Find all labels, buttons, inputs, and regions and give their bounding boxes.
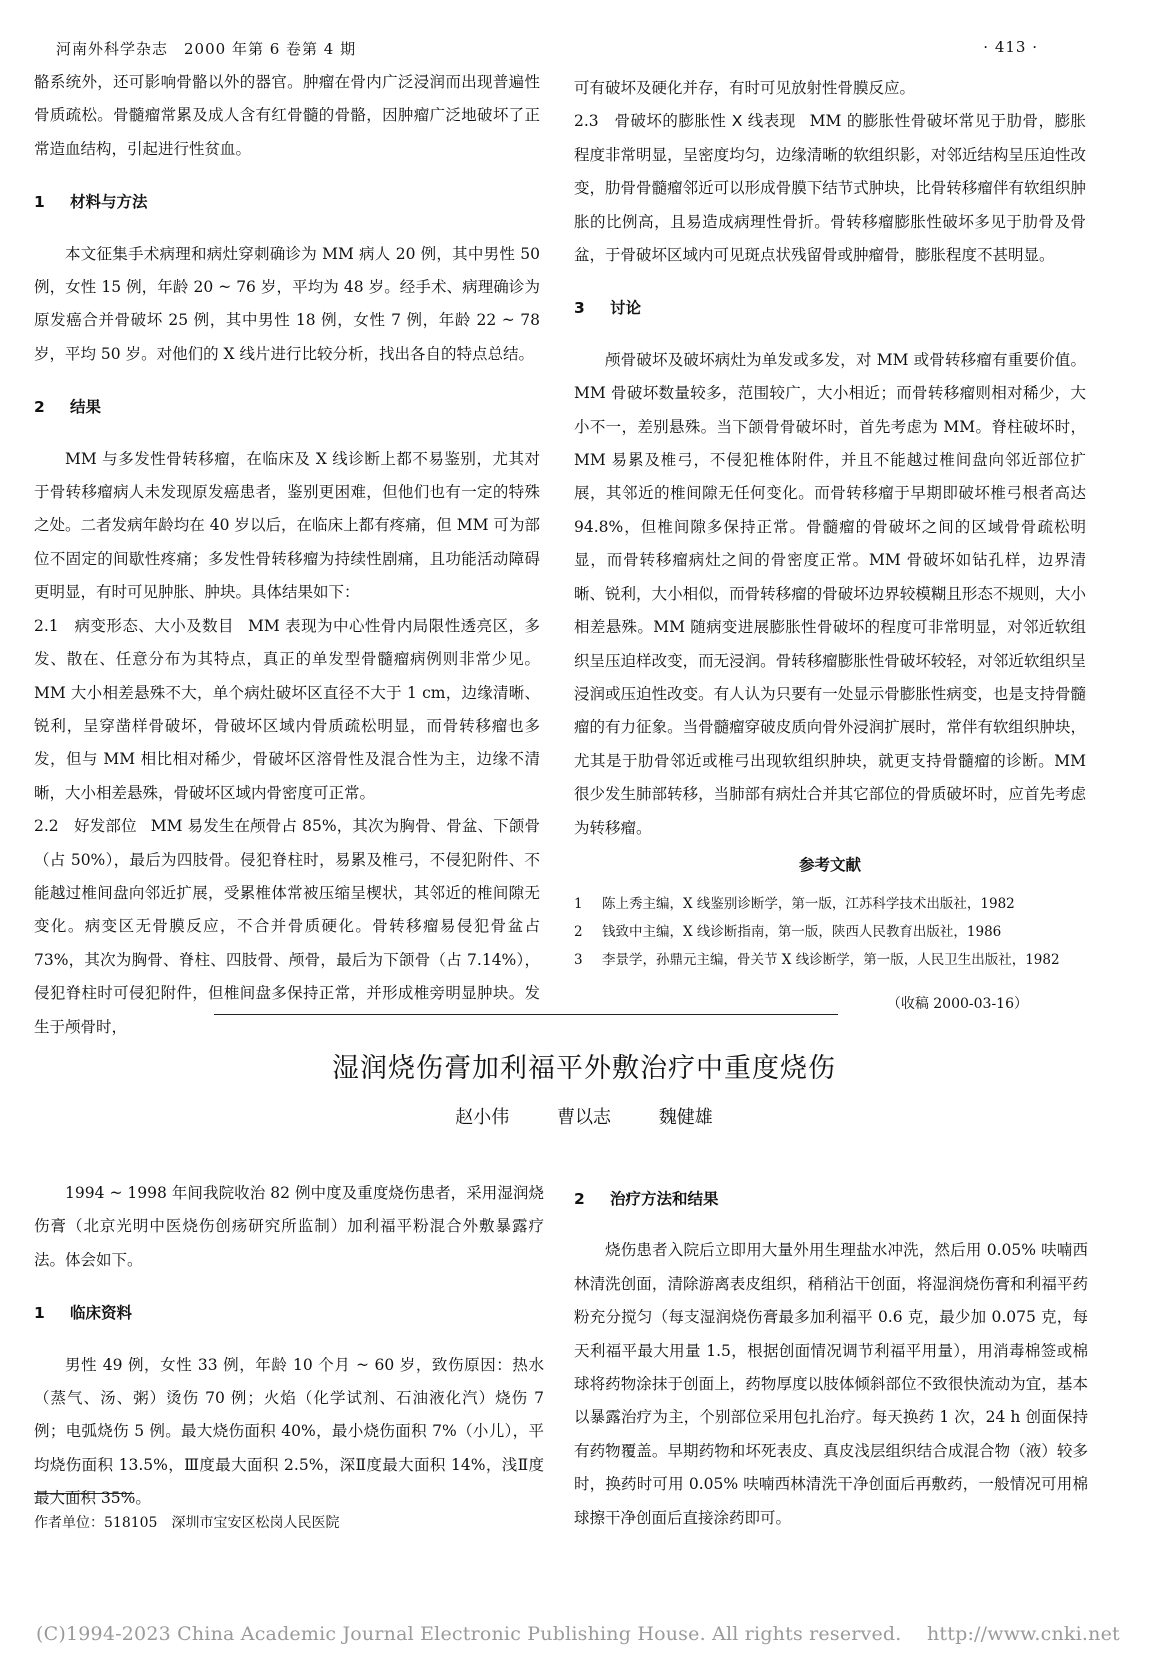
section-number: 2: [574, 1190, 585, 1208]
section-heading: [34, 391, 540, 424]
subsection-paragraph: [574, 105, 1086, 272]
section-title: 结果: [70, 398, 102, 417]
article-divider: [214, 1014, 838, 1015]
paragraph: 骼系统外，还可影响骨骼以外的器官。肿瘤在骨内广泛浸润而出现普遍性骨质疏松。骨髓瘤常累及成人含有红骨髓的骨骼，因肿瘤广泛地破坏了正常造血结构，引起进行性贫血。: [34, 73, 540, 158]
paragraph: 烧伤患者入院后立即用大量外用生理盐水冲洗，然后用 0.05% 呋喃西林清洗创面，清除游离表皮组织，稍稍沾干创面，将湿润烧伤膏和利福平药粉充分搅匀（每支湿润烧伤膏最多加利福平 0.6 克，最少加 0.075 克，每天利福平最大用量 1.5，根据创面情况调节利福平用量），用消毒棉签或棉球将药物涂抹于创面上，药物厚度以肢体倾斜部位不致很快流动为宜，基本以暴露治疗为主，个别部位采用包扎治疗。每天换药 1 次，24 h 创面保持有药物覆盖。早期药物和坏死表皮、真皮浅层组织结合成混合物（液）较多时，换药时可用 0.05% 呋喃西林清洗干净创面后再敷药，一般情况可用棉球擦干净创面后直接涂药即可。: [574, 1241, 1088, 1527]
reference-number: 3: [574, 952, 583, 969]
copyright-watermark: (C)1994-2023 China Academic Journal Electronic Publishing House. All rights reserved. http://www.cnki.net: [36, 1623, 1120, 1645]
section-heading: [34, 1297, 544, 1330]
section-title: 材料与方法: [70, 193, 148, 212]
subsection-number: 2.3: [574, 112, 599, 131]
section-number: 3: [574, 299, 585, 318]
subsection-title: 好发部位: [74, 817, 137, 836]
paragraph: MM 与多发性骨转移瘤，在临床及 X 线诊断上都不易鉴别，尤其对于骨转移瘤病人未发现原发癌患者，鉴别更困难，但他们也有一定的特殊之处。二者发病年龄均在 40 岁以后，在临床上都有疼痛，但 MM 可为部位不固定的间歇性疼痛；多发性骨转移瘤为持续性剧痛，且功能活动障碍更明显，有时可见肿胀、肿块。具体结果如下：: [34, 449, 540, 602]
article2-left-column: [34, 1177, 544, 1516]
reference-item: [574, 890, 1086, 918]
author-affiliation-footnote: 作者单位：518105 深圳市宝安区松岗人民医院: [34, 1515, 340, 1531]
article2-right-column: [574, 1183, 1088, 1535]
section-number: 1: [34, 1304, 45, 1323]
reference-text: 陈上秀主编，X 线鉴别诊断学，第一版，江苏科学技术出版社，1982: [602, 896, 1015, 913]
references-heading: 参考文献: [798, 855, 861, 874]
subsection-paragraph: [34, 610, 540, 810]
section-title: 治疗方法和结果: [610, 1190, 719, 1208]
footnote-rule: [34, 1493, 134, 1494]
reference-number: 1: [574, 896, 583, 913]
reference-item: [574, 946, 1086, 974]
subsection-title: 骨破坏的膨胀性 X 线表现: [614, 112, 796, 131]
paragraph: 可有破坏及硬化并存，有时可见放射性骨膜反应。: [574, 79, 916, 97]
article1-left-column: [34, 66, 540, 1044]
reference-number: 2: [574, 924, 583, 941]
subsection-text: MM 表现为中心性骨内局限性透亮区，多发、散在、任意分布为其特点，真正的单发型骨髓瘤病例则非常少见。MM 大小相差悬殊不大，单个病灶破坏区直径不大于 1 cm，边缘清晰、锐利，呈穿凿样骨破坏，骨破坏区域内骨质疏松明显，而骨转移瘤也多发，但与 MM 相比相对稀少，骨破坏区溶骨性及混合性为主，边缘不清晰，大小相差悬殊，骨破坏区域内骨密度可正常。: [34, 616, 540, 802]
author-list: [0, 1103, 1168, 1129]
paragraph: 男性 49 例，女性 33 例，年龄 10 个月 ~ 60 岁，致伤原因：热水（蒸气、汤、粥）烫伤 70 例；火焰（化学试剂、石油液化汽）烧伤 7 例；电弧烧伤 5 例。最大烧伤面积 40%，最小烧伤面积 7%（小儿），平均烧伤面积 13.5%，Ⅲ度最大面积 2.5%，深Ⅱ度最大面积 14%，浅Ⅱ度最大面积 35%。: [34, 1355, 544, 1508]
running-header-journal: 河南外科学杂志 2000 年第 6 卷第 4 期: [56, 40, 357, 58]
author-name: 赵小伟: [455, 1107, 510, 1128]
article-title: 湿润烧伤膏加利福平外敷治疗中重度烧伤: [332, 1053, 836, 1084]
section-number: 2: [34, 398, 45, 417]
reference-text: 钱致中主编，X 线诊断指南，第一版，陕西人民教育出版社，1986: [602, 924, 1002, 941]
section-number: 1: [34, 193, 45, 212]
author-name: 曹以志: [557, 1107, 611, 1128]
author-name: 魏健雄: [658, 1107, 713, 1128]
paragraph: 颅骨破坏及破坏病灶为单发或多发，对 MM 或骨转移瘤有重要价值。MM 骨破坏数量较多，范围较广，大小相近；而骨转移瘤则相对稀少，大小不一，差别悬殊。当下颌骨骨破坏时，首先考虑为 MM。脊柱破坏时，MM 易累及椎弓，不侵犯椎体附件，并且不能越过椎间盘向邻近部位扩展，其邻近的椎间隙无任何变化。而骨转移瘤于早期即破坏椎弓根者高达 94.8%，但椎间隙多保持正常。骨髓瘤的骨破坏之间的区域骨骨疏松明显，而骨转移瘤病灶之间的骨密度正常。MM 骨破坏如钻孔样，边界清晰、锐利，大小相似，而骨转移瘤的骨破坏边界较模糊且形态不规则，大小相差悬殊。MM 随病变进展膨胀性骨破坏的程度可非常明显，对邻近软组织呈压迫样改变，而无浸润。骨转移瘤膨胀性骨破坏较轻，对邻近软组织呈浸润或压迫性改变。有人认为只要有一处显示骨膨胀性病变，也是支持骨髓瘤的有力征象。当骨髓瘤穿破皮质向骨外浸润扩展时，常伴有软组织肿块，尤其是于肋骨邻近或椎弓出现软组织肿块，就更支持骨髓瘤的诊断。MM 很少发生肺部转移，当肺部有病灶合并其它部位的骨质破坏时，应首先考虑为转移瘤。: [574, 350, 1086, 837]
received-date: （收稿 2000-03-16）: [886, 996, 1028, 1012]
section-heading: [574, 1183, 1088, 1216]
paragraph: 1994 ~ 1998 年间我院收治 82 例中度及重度烧伤患者，采用湿润烧伤膏（北京光明中医烧伤创疡研究所监制）加利福平粉混合外敷暴露疗法。体会如下。: [34, 1184, 544, 1269]
subsection-title: 病变形态、大小及数目: [74, 616, 235, 635]
section-heading: [34, 186, 540, 219]
subsection-number: 2.1: [34, 616, 59, 635]
paragraph: 本文征集手术病理和病灶穿刺确诊为 MM 病人 20 例，其中男性 50 例，女性 15 例，年龄 20 ~ 76 岁，平均为 48 岁。经手术、病理确诊为原发癌合并骨破坏 25 例，其中男性 18 例，女性 7 例，年龄 22 ~ 78 岁，平均 50 岁。对他们的 X 线片进行比较分析，找出各自的特点总结。: [34, 244, 540, 363]
section-title: 讨论: [610, 299, 642, 318]
section-title: 临床资料: [70, 1304, 133, 1323]
reference-text: 李景学，孙鼎元主编，骨关节 X 线诊断学，第一版，人民卫生出版社，1982: [602, 952, 1060, 969]
article1-right-column: [574, 72, 1086, 974]
section-heading: [574, 292, 1086, 325]
subsection-paragraph: [34, 810, 540, 1044]
reference-item: [574, 918, 1086, 946]
subsection-text: MM 易发生在颅骨占 85%，其次为胸骨、骨盆、下颌骨（占 50%），最后为四肢骨。侵犯脊柱时，易累及椎弓，不侵犯附件、不能越过椎间盘向邻近扩展，受累椎体常被压缩呈楔状，其邻近的椎间隙无变化。病变区无骨膜反应，不合并骨质硬化。骨转移瘤易侵犯骨盆占 73%，其次为胸骨、脊柱、四肢骨、颅骨，最后为下颌骨（占 7.14%），侵犯脊柱时可侵犯附件，但椎间盘多保持正常，并形成椎旁明显肿块。发生于颅骨时，: [34, 817, 540, 1036]
page-number: · 413 ·: [983, 38, 1038, 56]
subsection-text: MM 的膨胀性骨破坏常见于肋骨，膨胀程度非常明显，呈密度均匀，边缘清晰的软组织影，对邻近结构呈压迫性改变，肋骨骨髓瘤邻近可以形成骨膜下结节式肿块，比骨转移瘤伴有软组织肿胀的比例高，且易造成病理性骨折。骨转移瘤膨胀性破坏多见于肋骨及骨盆，于骨破坏区域内可见斑点状残留骨或肿瘤骨，膨胀程度不甚明显。: [574, 112, 1086, 265]
subsection-number: 2.2: [34, 817, 59, 836]
